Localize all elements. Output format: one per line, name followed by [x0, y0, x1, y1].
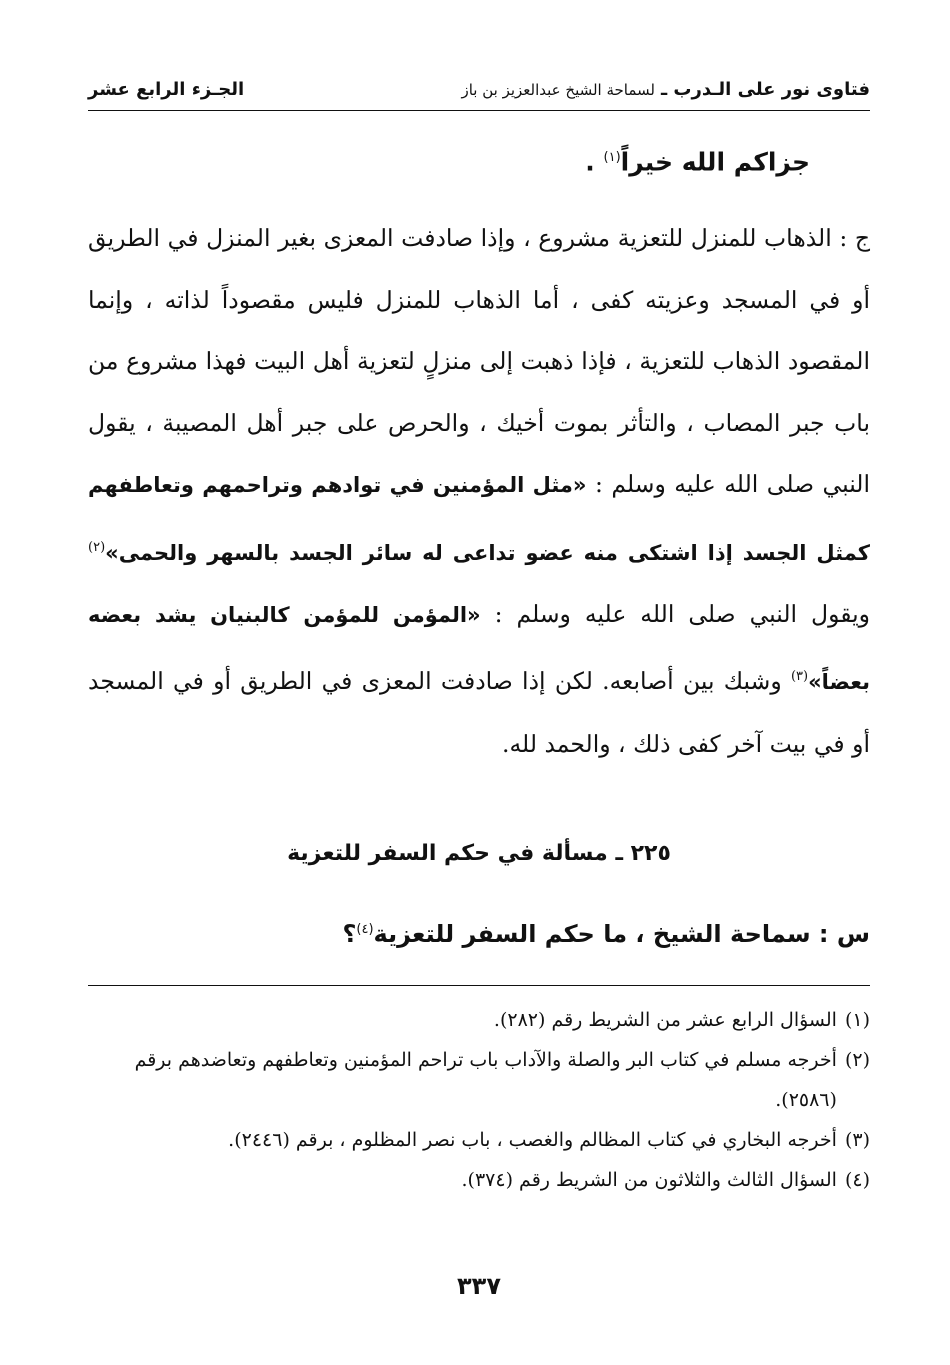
- answer-paragraph: [88, 208, 870, 775]
- question-text: س : سماحة الشيخ ، ما حكم السفر للتعزية: [373, 920, 870, 948]
- answer-text-2: ويقول النبي صلى الله عليه وسلم :: [494, 599, 870, 628]
- section-heading: ٢٢٥ ـ مسألة في حكم السفر للتعزية: [287, 841, 671, 866]
- answer-text-3: وشبك بين أصابعه. لكن إذا صادفت المعزى في الطريق أو في المسجد أو في بيت آخر كفى ذلك ، والحمد لله.: [88, 667, 870, 758]
- footnote-text: أخرجه مسلم في كتاب البر والصلة والآداب باب تراحم المؤمنين وتعاطفهم وتعاضدهم برقم (٢٥٨٦).: [134, 1049, 837, 1111]
- volume-part: الجـزء الرابع عشر: [88, 79, 245, 100]
- running-header: [88, 70, 870, 111]
- footnote-ref-4: (٤): [356, 922, 374, 937]
- footnote-text: السؤال الثالث والثلاثون من الشريط رقم (٣٧٤).: [461, 1169, 837, 1191]
- opening-line: [585, 134, 810, 186]
- footnote-ref-1: (١): [603, 150, 621, 165]
- hadith-quote-2: «المؤمن للمؤمن كالبنيان يشد بعضه بعضاً»: [88, 602, 870, 695]
- footnote-item: [88, 1120, 870, 1160]
- footnote-divider: [88, 985, 870, 986]
- answer-text-1: ج : الذهاب للمنزل للتعزية مشروع ، وإذا صادفت المعزى بغير المنزل في الطريق أو في المسجد وعزيته كفى ، أما الذهاب للمنزل فليس مقصوداً لذاته ، وإنما المقصود الذهاب للتعزية ، فإذا ذهبت إلى منزلٍ لتعزية أهل البيت فهذا مشروع من باب جبر المصاب ، والتأثر بموت أخيك ، والحرص على جبر أهل المصيبة ، يقول النبي صلى الله عليه وسلم :: [88, 224, 870, 498]
- header-title-group: [461, 72, 870, 108]
- footnote-ref-3: (٣): [790, 669, 809, 685]
- footnote-item: [88, 1160, 870, 1200]
- footnote-number: (٢): [844, 1049, 870, 1071]
- page-number: ٣٣٧: [457, 1272, 501, 1300]
- book-title: فتاوى نور على الـدرب ـ: [661, 79, 870, 100]
- footnote-item: [88, 1040, 870, 1120]
- footnote-text: أخرجه البخاري في كتاب المظالم والغصب ، باب نصر المظلوم ، برقم (٢٤٤٦).: [228, 1129, 837, 1151]
- footnote-number: (١): [844, 1009, 870, 1031]
- book-page: [88, 70, 870, 1340]
- footnote-number: (٤): [844, 1169, 870, 1191]
- opening-text: جزاكم الله خيراً: [620, 147, 810, 177]
- hadith-quote-1: «مثل المؤمنين في توادهم وتراحمهم وتعاطفهم كمثل الجسد إذا اشتكى منه عضو تداعى له سائر الجسد بالسهر والحمى»: [88, 473, 870, 565]
- footnote-item: [88, 1000, 870, 1040]
- footnote-number: (٣): [844, 1129, 870, 1151]
- author-line: لسماحة الشيخ عبدالعزيز بن باز: [461, 81, 655, 99]
- opening-end: .: [585, 147, 595, 177]
- footnote-ref-2: (٢): [88, 539, 106, 555]
- footnotes-list: [88, 1000, 870, 1200]
- footnote-text: السؤال الرابع عشر من الشريط رقم (٢٨٢).: [493, 1009, 837, 1031]
- question-end: ؟: [342, 920, 357, 948]
- question-line: [342, 905, 870, 959]
